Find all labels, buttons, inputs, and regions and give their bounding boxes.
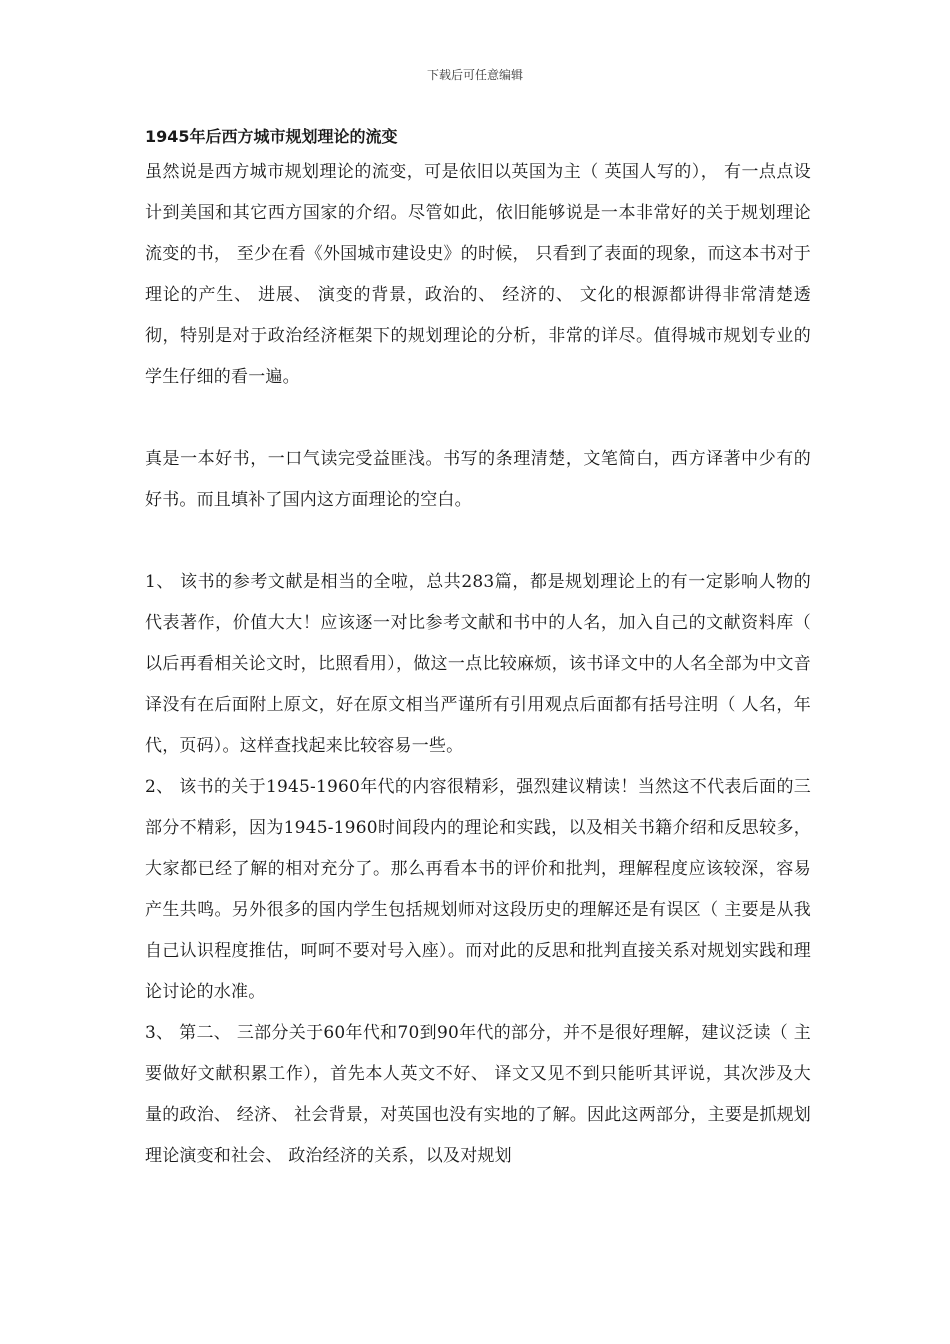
paragraph-point-1: 1、 该书的参考文献是相当的全啦，总共283篇，都是规划理论上的有一定影响人物的代表著作，价值大大！应该逐一对比参考文献和书中的人名，加入自己的文献资料库（ 以后再看相关论文时，比照看用），做这一点比较麻烦，该书译文中的人名全部为中文音译没有在后面附上原文，好在原文相当严谨所有引用观点后面都有括号注明（ 人名，年代，页码）。这样查找起来比较容易一些。 — [145, 572, 811, 756]
paragraph-point-3: 3、 第二、 三部分关于60年代和70到90年代的部分，并不是很好理解，建议泛读（ 主要做好文献积累工作），首先本人英文不好、 译文又见不到只能听其评说，其次涉及大量的政治、 经济、 社会背景，对英国也没有实地的了解。因此这两部分，主要是抓规划理论演变和社会、 政治经济的关系，以及对规划 — [145, 1023, 811, 1166]
document-title: 1945年后西方城市规划理论的流变 — [145, 127, 398, 146]
paragraph-point-2: 2、 该书的关于1945-1960年代的内容很精彩，强烈建议精读！当然这不代表后面的三部分不精彩，因为1945-1960时间段内的理论和实践，以及相关书籍介绍和反思较多，大家都已经了解的相对充分了。那么再看本书的评价和批判，理解程度应该较深，容易产生共鸣。另外很多的国内学生包括规划师对这段历史的理解还是有误区（ 主要是从我自己认识程度推估，呵呵不要对号入座）。而对此的反思和批判直接关系对规划实践和理论讨论的水准。 — [145, 777, 811, 1002]
document-body — [145, 122, 811, 1177]
paragraph-gap — [145, 521, 811, 562]
paragraph-gap — [145, 398, 811, 439]
page-header: 下载后可任意编辑 — [426, 68, 523, 82]
paragraph-praise: 真是一本好书，一口气读完受益匪浅。书写的条理清楚，文笔简白，西方译著中少有的好书。而且填补了国内这方面理论的空白。 — [145, 449, 811, 510]
paragraph-intro: 虽然说是西方城市规划理论的流变，可是依旧以英国为主（ 英国人写的）， 有一点点设计到美国和其它西方国家的介绍。尽管如此，依旧能够说是一本非常好的关于规划理论流变的书， 至少在看《外国城市建设史》的时候， 只看到了表面的现象，而这本书对于理论的产生、 进展、 演变的背景，政治的、 经济的、 文化的根源都讲得非常清楚透彻，特别是对于政治经济框架下的规划理论的分析，非常的详尽。值得城市规划专业的学生仔细的看一遍。 — [145, 162, 811, 387]
